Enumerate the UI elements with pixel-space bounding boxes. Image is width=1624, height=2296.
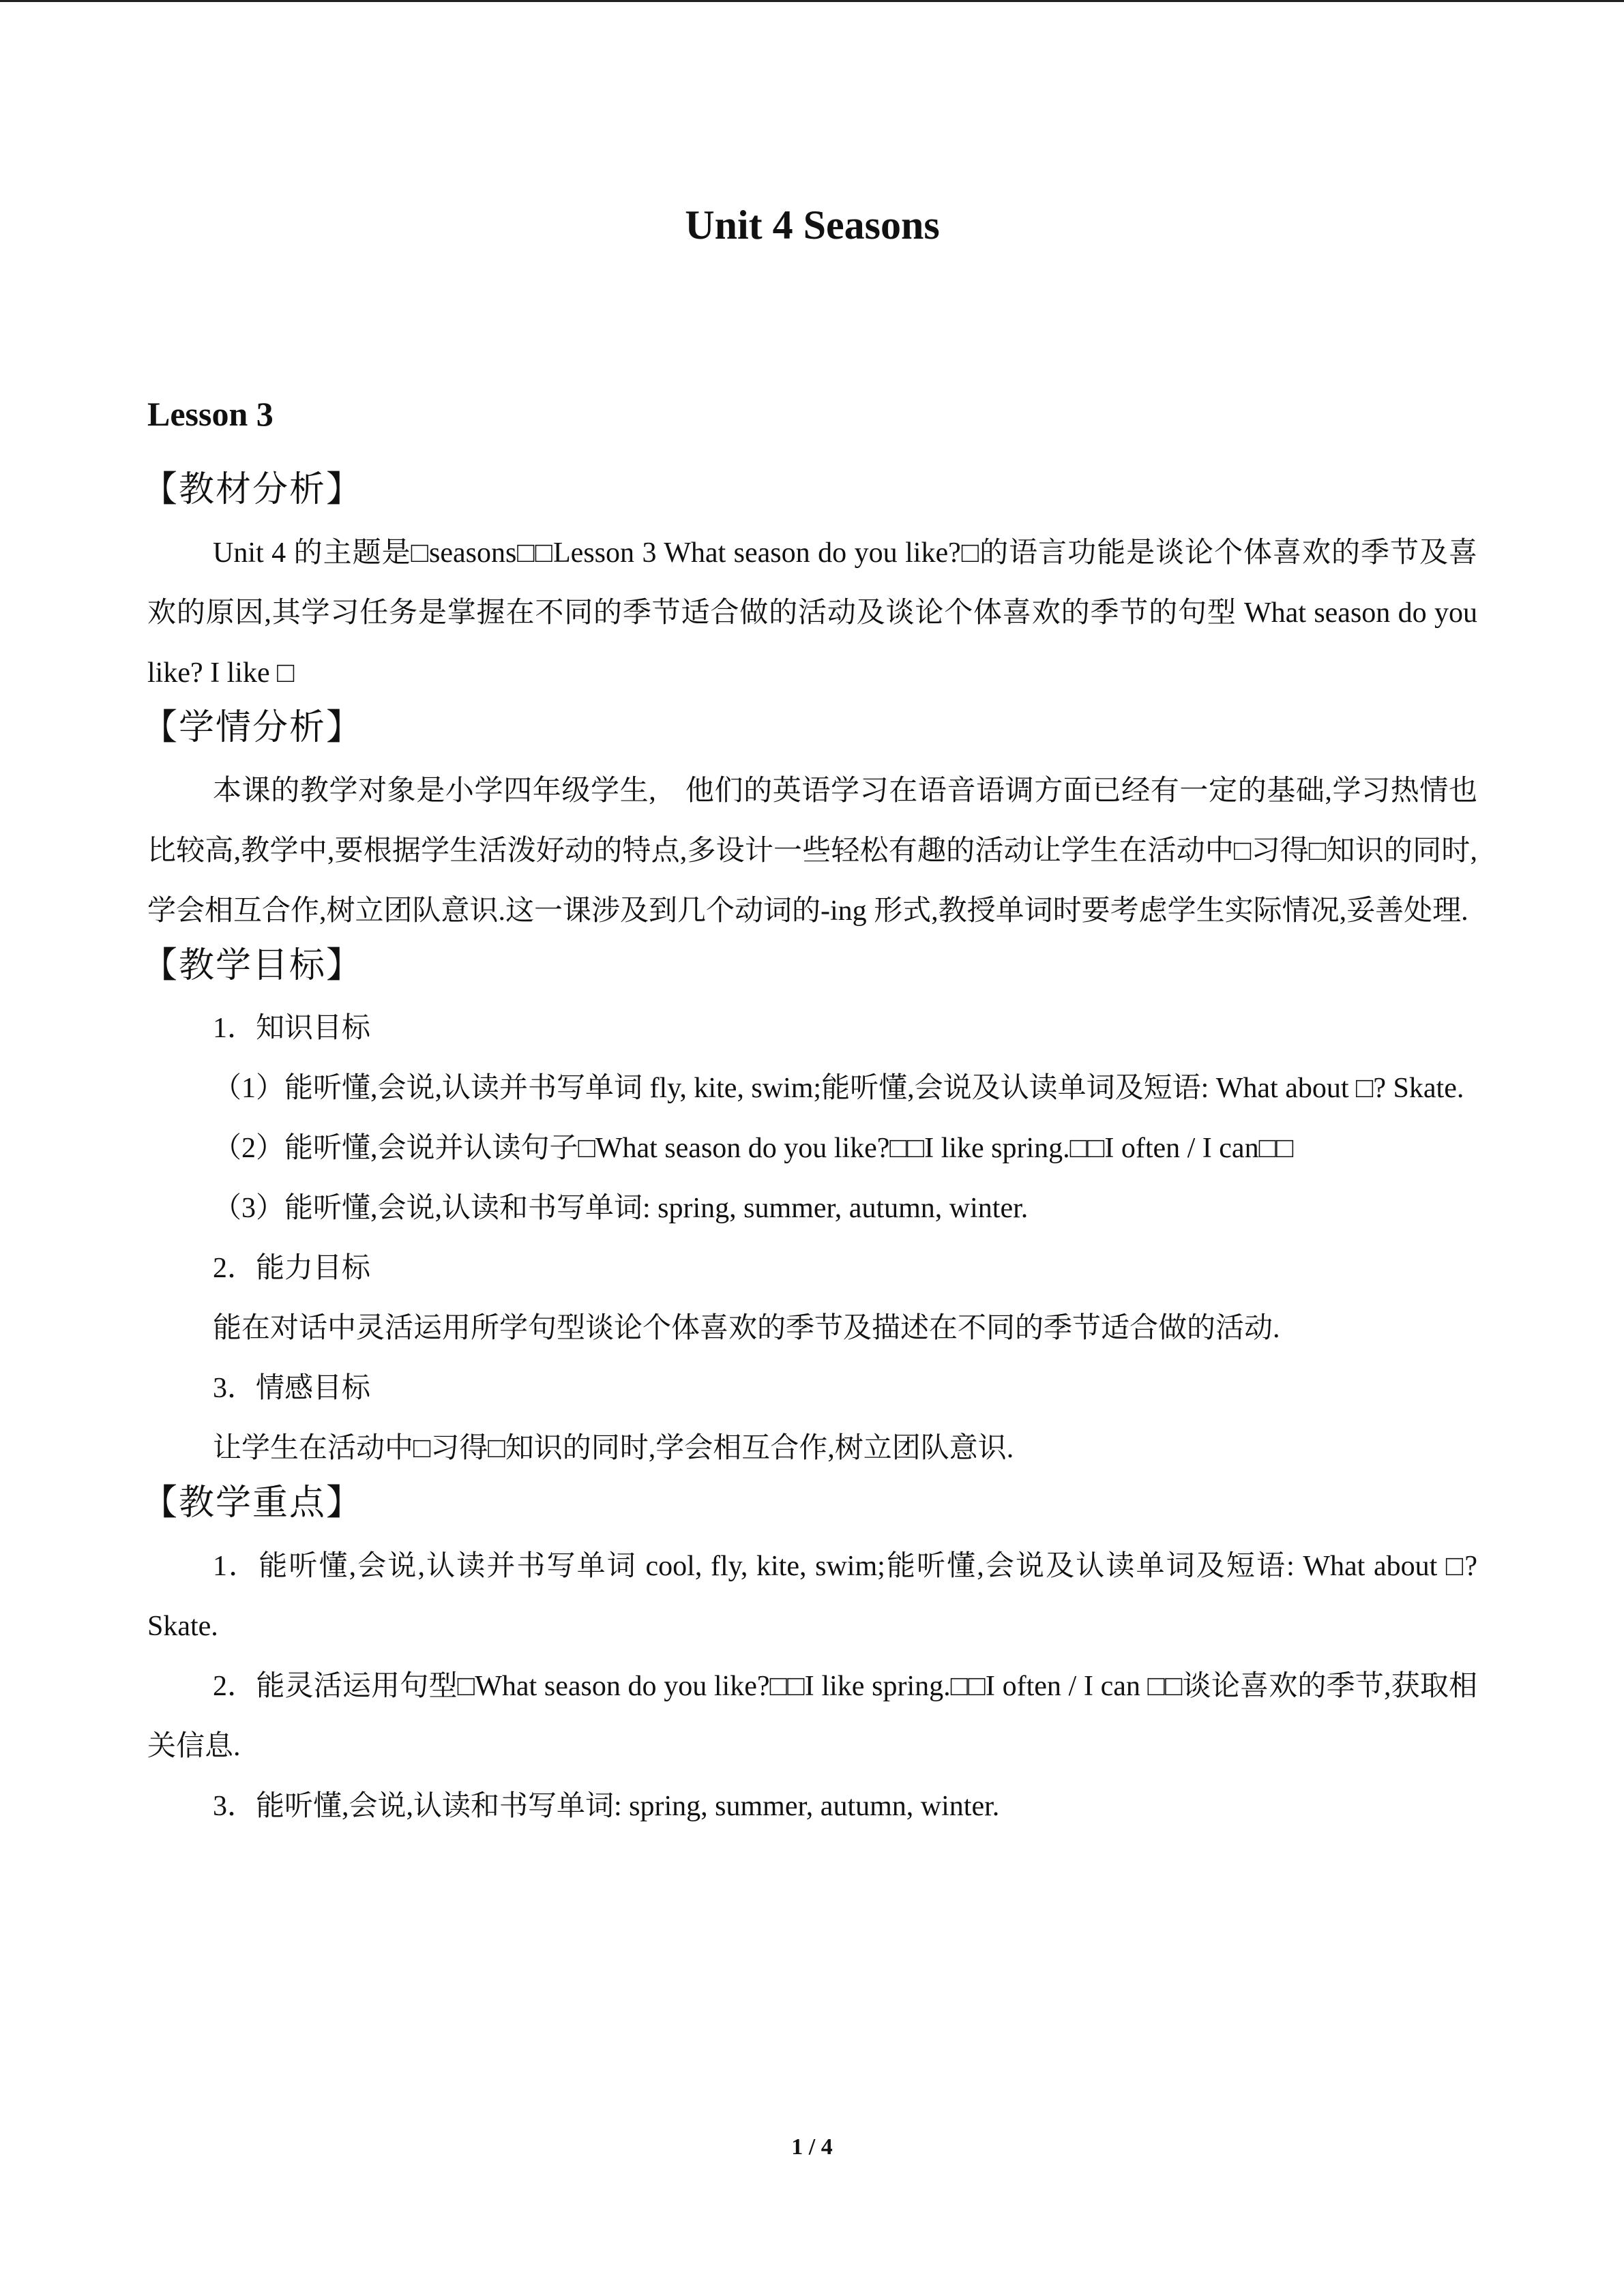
section-heading-analysis: 【教材分析】 <box>142 469 364 510</box>
goal3-title: 3．情感目标 <box>213 1372 371 1404</box>
section-heading-focus: 【教学重点】 <box>142 1482 364 1523</box>
goal2-title: 2．能力目标 <box>213 1252 371 1284</box>
focus-item3: 3．能听懂,会说,认读和书写单词: spring, summer, autumn, winter. <box>213 1790 1000 1822</box>
goal2-text: 能在对话中灵活运用所学句型谈论个体喜欢的季节及描述在不同的季节适合做的活动. <box>213 1312 1280 1344</box>
goal1-title: 1．知识目标 <box>213 1012 371 1044</box>
focus-item2: 2．能灵活运用句型□What season do you like?□□I like spring.□□I often / I can □□谈论喜欢的季节,获取相关信息. <box>147 1670 1477 1762</box>
lesson-heading: Lesson 3 <box>147 395 274 433</box>
top-border-line <box>0 0 1624 2</box>
section-heading-students: 【学情分析】 <box>142 707 364 749</box>
section-heading-goals: 【教学目标】 <box>142 945 364 987</box>
goal1-item2: （2）能听懂,会说并认读句子□What season do you like?□□I like spring.□□I often / I can□□ <box>213 1132 1294 1164</box>
page-number: 1 / 4 <box>791 2134 833 2160</box>
document-page <box>142 203 1477 1836</box>
focus-item1: 1．能听懂,会说,认读并书写单词 cool, fly, kite, swim;能听懂,会说及认读单词及短语: What about □? Skate. <box>147 1550 1477 1642</box>
goal1-item1: （1）能听懂,会说,认读并书写单词 fly, kite, swim;能听懂,会说及认读单词及短语: What about □? Skate. <box>213 1072 1464 1104</box>
goal3-text: 让学生在活动中□习得□知识的同时,学会相互合作,树立团队意识. <box>213 1432 1014 1464</box>
document-title: Unit 4 Seasons <box>685 203 940 248</box>
students-paragraph: 本课的教学对象是小学四年级学生, 他们的英语学习在语音语调方面已经有一定的基础,学习热情也比较高,教学中,要根据学生活泼好动的特点,多设计一些轻松有趣的活动让学生在活动中□习得□知识的同时,学会相互合作,树立团队意识.这一课涉及到几个动词的-ing 形式,教授单词时要考虑学生实际情况,妥善处理. <box>147 775 1477 927</box>
goal1-item3: （3）能听懂,会说,认读和书写单词: spring, summer, autumn, winter. <box>213 1192 1029 1224</box>
analysis-paragraph: Unit 4 的主题是□seasons□□Lesson 3 What season do you like?□的语言功能是谈论个体喜欢的季节及喜欢的原因,其学习任务是掌握在不同的季节适合做的活动及谈论个体喜欢的季节的句型 What season do you like? I like □ <box>147 537 1477 689</box>
